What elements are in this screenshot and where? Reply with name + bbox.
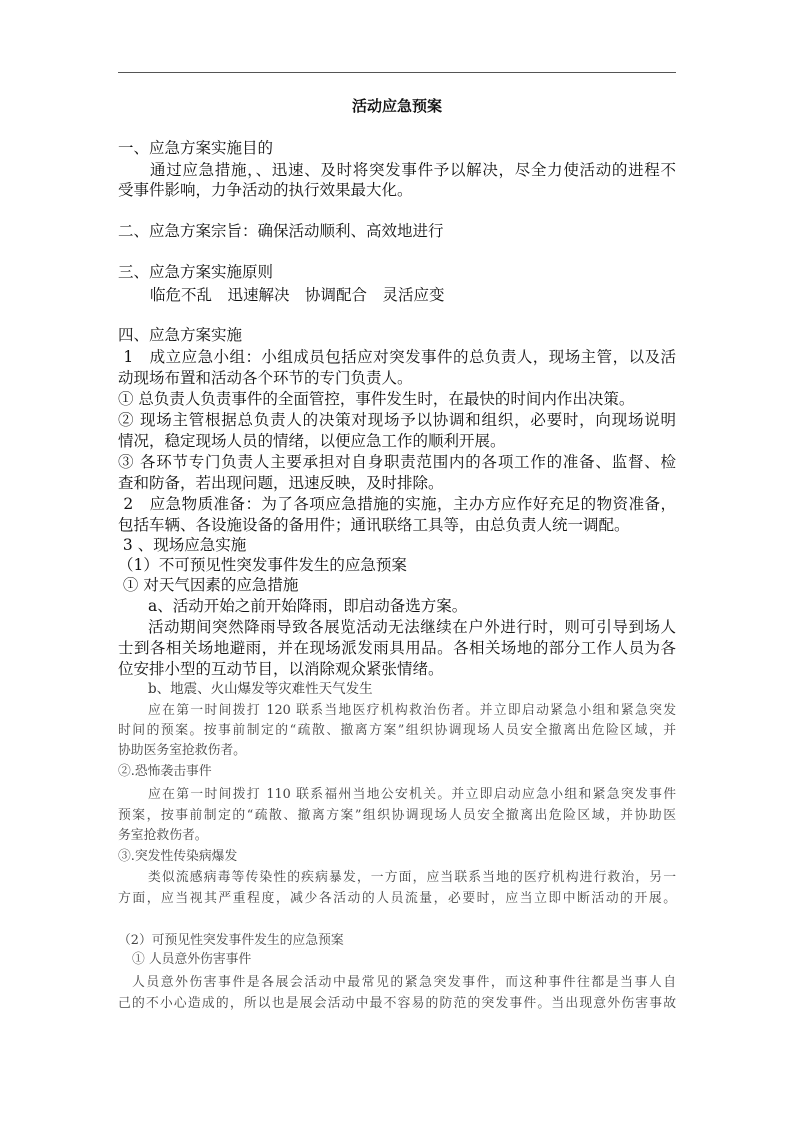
section-3-heading: 三、应急方案实施原则 bbox=[118, 263, 274, 281]
paragraph-line: 己的不小心造成的，所以也是展会活动中最不容易的防范的突发事件。当出现意外伤害事故 bbox=[118, 996, 676, 1011]
paragraph-line: 动现场布置和活动各个环节的专门负责人。 bbox=[118, 369, 413, 387]
list-item: ③ 各环节专门负责人主要承担对自身职责范围内的各项工作的准备、监督、检 bbox=[118, 453, 676, 471]
paragraph-line: 时间的预案。按事前制定的“疏散、撤离方案”组织协调现场人员安全撤离出危险区域，并 bbox=[118, 723, 676, 738]
principles-line: 临危不乱 迅速解决 协调配合 灵活应变 bbox=[150, 286, 445, 304]
paragraph-line: 受事件影响，力争活动的执行效果最大化。 bbox=[118, 181, 413, 199]
list-item: ② 现场主管根据总负责人的决策对现场予以协调和组织，必要时，向现场说明 bbox=[118, 411, 676, 429]
section-1-heading: 一、应急方案实施目的 bbox=[118, 139, 274, 157]
paragraph-line: 务室抢救伤者。 bbox=[118, 828, 208, 843]
subheading: ③.突发性传染病爆发 bbox=[118, 849, 238, 864]
paragraph-line: b、地震、火山爆发等灾难性天气发生 bbox=[148, 681, 373, 697]
subheading: ① 人员意外伤害事件 bbox=[132, 952, 252, 967]
section-2-heading: 二、应急方案宗旨：确保活动顺利、高效地进行 bbox=[118, 222, 444, 240]
paragraph-line: 应在第一时间拨打 110 联系福州当地公安机关。并立即启动应急小组和紧急突发事件 bbox=[148, 787, 676, 802]
paragraph-line: 通过应急措施，、迅速、及时将突发事件予以解决，尽全力使活动的进程不 bbox=[150, 161, 676, 179]
paragraph-line: 类似流感病毒等传染性的疾病暴发，一方面，应当联系当地的医疗机构进行救治，另一 bbox=[148, 870, 676, 885]
document-title: 活动应急预案 bbox=[351, 97, 442, 115]
paragraph-line: 1 成立应急小组：小组成员包括应对突发事件的总负责人，现场主管，以及活 bbox=[118, 348, 676, 366]
paragraph-line: 方面，应当视其严重程度，减少各活动的人员流量，必要时，应当立即中断活动的开展。 bbox=[118, 891, 676, 906]
subheading: ① 对天气因素的应急措施 bbox=[118, 576, 299, 594]
subheading: （1）不可预见性突发事件发生的应急预案 bbox=[118, 556, 407, 574]
paragraph-line: 应在第一时间拨打 120 联系当地医疗机构救治伤者。并立即启动紧急小组和紧急突发 bbox=[148, 703, 676, 718]
paragraph-line: 包括车辆、各设施设备的备用件；通讯联络工具等，由总负责人统一调配。 bbox=[118, 516, 630, 534]
paragraph-line: 位安排小型的互动节目，以消除观众紧张情绪。 bbox=[118, 660, 444, 678]
subheading: 3 、现场应急实施 bbox=[118, 536, 247, 554]
paragraph-line: 查和防备，若出现问题，迅速反映，及时排除。 bbox=[118, 474, 444, 492]
subheading: （2）可预见性突发事件发生的应急预案 bbox=[118, 933, 344, 948]
list-item: ① 总负责人负责事件的全面管控，事件发生时，在最快的时间内作出决策。 bbox=[118, 390, 635, 408]
paragraph-line: 活动期间突然降雨导致各展览活动无法继续在户外进行时，则可引导到场人 bbox=[148, 618, 676, 636]
paragraph-line: 预案，按事前制定的“疏散、撤离方案”组织协调现场人员安全撤离出危险区域，并协助医 bbox=[118, 808, 676, 823]
paragraph-line: 士到各相关场地避雨，并在现场派发雨具用品。各相关场地的部分工作人员为各 bbox=[118, 639, 676, 657]
subheading: ②.恐怖袭击事件 bbox=[118, 764, 212, 779]
header-rule bbox=[118, 72, 676, 73]
paragraph-line: 情况，稳定现场人员的情绪，以便应急工作的顺利开展。 bbox=[118, 432, 506, 450]
paragraph-line: 协助医务室抢救伤者。 bbox=[118, 743, 246, 758]
paragraph-line: 人员意外伤害事件是各展会活动中最常见的紧急突发事件，而这种事件往都是当事人自 bbox=[132, 975, 676, 990]
paragraph-line: a、活动开始之前开始降雨，即启动备选方案。 bbox=[148, 597, 468, 615]
paragraph-line: 2 应急物质准备：为了各项应急措施的实施，主办方应作好充足的物资准备， bbox=[118, 495, 676, 513]
section-4-heading: 四、应急方案实施 bbox=[118, 326, 243, 344]
